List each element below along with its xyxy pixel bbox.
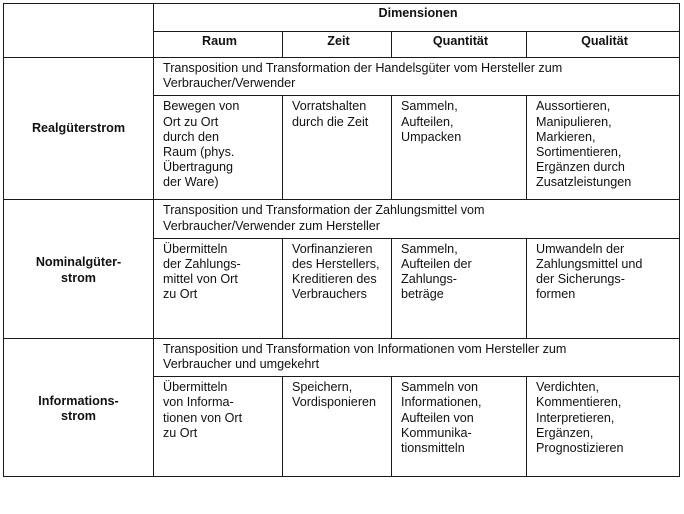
table-cell: Vorratshalten durch die Zeit [283,96,392,200]
column-header-quantitaet: Quantität [392,32,527,58]
row-label-nominalgueterstrom: Nominalgüter- strom [4,200,154,338]
row-description: Transposition und Transformation der Handelsgüter vom Hersteller zum Verbraucher/Verwender [154,58,680,96]
column-header-zeit: Zeit [283,32,392,58]
row-label-informationsstrom: Informations- strom [4,338,154,476]
table-cell: Sammeln, Aufteilen, Umpacken [392,96,527,200]
header-row-dimensions [4,4,680,32]
flow-dimensions-table [3,3,680,477]
header-corner-cell [4,4,154,58]
table-cell: Speichern, Vordisponieren [283,377,392,477]
column-header-qualitaet: Qualität [527,32,680,58]
table-cell: Bewegen von Ort zu Ort durch den Raum (phys. Übertragung der Ware) [154,96,283,200]
row-description: Transposition und Transformation der Zahlungsmittel vom Verbraucher/Verwender zum Hersteller [154,200,680,238]
table-cell: Aussortieren, Manipulieren, Markieren, Sortimentieren, Ergänzen durch Zusatzleistungen [527,96,680,200]
table-cell: Verdichten, Kommentieren, Interpretieren, Ergänzen, Prognostizieren [527,377,680,477]
table-cell: Sammeln, Aufteilen der Zahlungs- beträge [392,238,527,338]
table-row [4,58,680,96]
column-header-raum: Raum [154,32,283,58]
row-description: Transposition und Transformation von Informationen vom Hersteller zum Verbraucher und umgekehrt [154,338,680,376]
table-cell: Umwandeln der Zahlungsmittel und der Sicherungs- formen [527,238,680,338]
row-label-realgueterstrom: Realgüterstrom [4,58,154,200]
table-row [4,200,680,238]
table-cell: Übermitteln der Zahlungs- mittel von Ort zu Ort [154,238,283,338]
table-row [4,338,680,376]
table-cell: Sammeln von Informationen, Aufteilen von Kommunika- tionsmitteln [392,377,527,477]
table-cell: Übermitteln von Informa- tionen von Ort zu Ort [154,377,283,477]
dimensions-header: Dimensionen [154,4,680,32]
table-cell: Vorfinanzieren des Herstellers, Kreditieren des Verbrauchers [283,238,392,338]
